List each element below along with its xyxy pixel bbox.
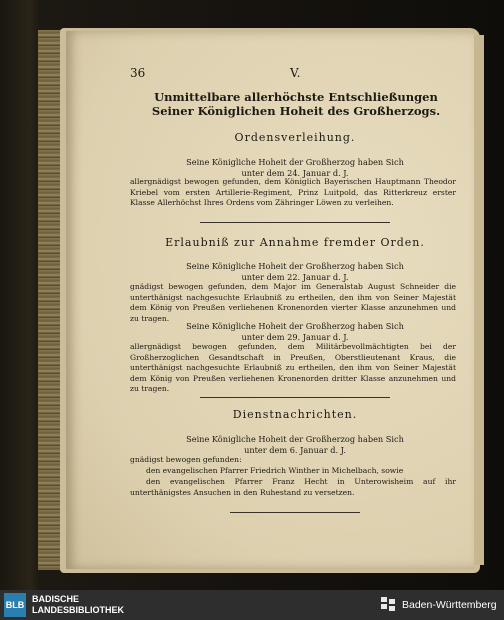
date-line: unter dem 24. Januar d. J. xyxy=(241,168,349,178)
section-heading-dienstnachrichten: Dienstnachrichten. xyxy=(232,408,358,421)
library-name-line2: LANDESBIBLIOTHEK xyxy=(32,605,124,615)
main-title: Unmittelbare allerhöchste Entschließungen Seiner Königlichen Hoheit des Großherzogs. xyxy=(151,90,441,118)
paragraph-body: gnädigst bewogen gefunden, dem Major im Generalstab August Schneider die unterthänigst nachgesuchte Erlaubniß zu ertheilen, den ihm von Seiner Majestät dem König von Preußen verliehenen Kronenorden vierter Klasse anzunehmen und zu tragen. xyxy=(130,282,456,323)
library-name[interactable] xyxy=(32,594,124,616)
date-line: unter dem 22. Januar d. J. xyxy=(241,272,349,282)
section-divider xyxy=(200,397,390,398)
chapter-numeral: V. xyxy=(290,66,301,80)
section-heading-erlaubniss: Erlaubniß zur Annahme fremder Orden. xyxy=(165,236,425,249)
page-edges xyxy=(474,35,484,565)
announcement-line: Seine Königliche Hoheit der Großherzog haben Sich xyxy=(186,434,404,444)
date-line: unter dem 6. Januar d. J. xyxy=(244,445,346,455)
announcement-line: Seine Königliche Hoheit der Großherzog haben Sich xyxy=(186,261,404,271)
paragraph-body: allergnädigst bewogen gefunden, dem Königlich Bayerischen Hauptmann Theodor Kriebel vom ersten Artillerie-Regiment, Prinz Luitpold, das Ritterkreuz erster Klasse Allerhöchst Ihres Ordens vom Zähringer Löwen zu verleihen. xyxy=(130,177,456,208)
library-name-line1: BADISCHE xyxy=(32,594,80,604)
list-item: den evangelischen Pfarrer Friedrich Winther in Michelbach, sowie xyxy=(146,466,404,475)
page-number: 36 xyxy=(130,66,146,80)
paragraph-body: gnädigst bewogen gefunden: xyxy=(130,455,242,464)
section-divider xyxy=(200,222,390,223)
baden-wuerttemberg-lions-icon xyxy=(378,594,398,616)
state-name[interactable]: Baden-Württemberg xyxy=(402,599,497,611)
section-heading-ordensverleihung: Ordensverleihung. xyxy=(234,131,356,144)
announcement-line: Seine Königliche Hoheit der Großherzog haben Sich xyxy=(186,157,404,167)
list-item: den evangelischen Pfarrer Franz Hecht in Unterowisheim auf ihr unterthänigstes Ansuchen in den Ruhestand zu versetzen. xyxy=(130,477,456,497)
paragraph-body: allergnädigst bewogen gefunden, dem Militärbevollmächtigten bei der Großherzoglichen Gesandtschaft in Preußen, Oberstlieutenant Kraus, die unterthänigst nachgesuchte Erlaubniß zu ertheilen, den ihm von Seiner Majestät dem König von Preußen verliehenen Kronenorden dritter Klasse anzunehmen und zu tragen. xyxy=(130,342,456,394)
section-divider xyxy=(230,512,360,513)
announcement-line: Seine Königliche Hoheit der Großherzog haben Sich xyxy=(186,321,404,331)
date-line: unter dem 29. Januar d. J. xyxy=(241,332,349,342)
blb-logo[interactable]: BLB xyxy=(4,593,26,617)
